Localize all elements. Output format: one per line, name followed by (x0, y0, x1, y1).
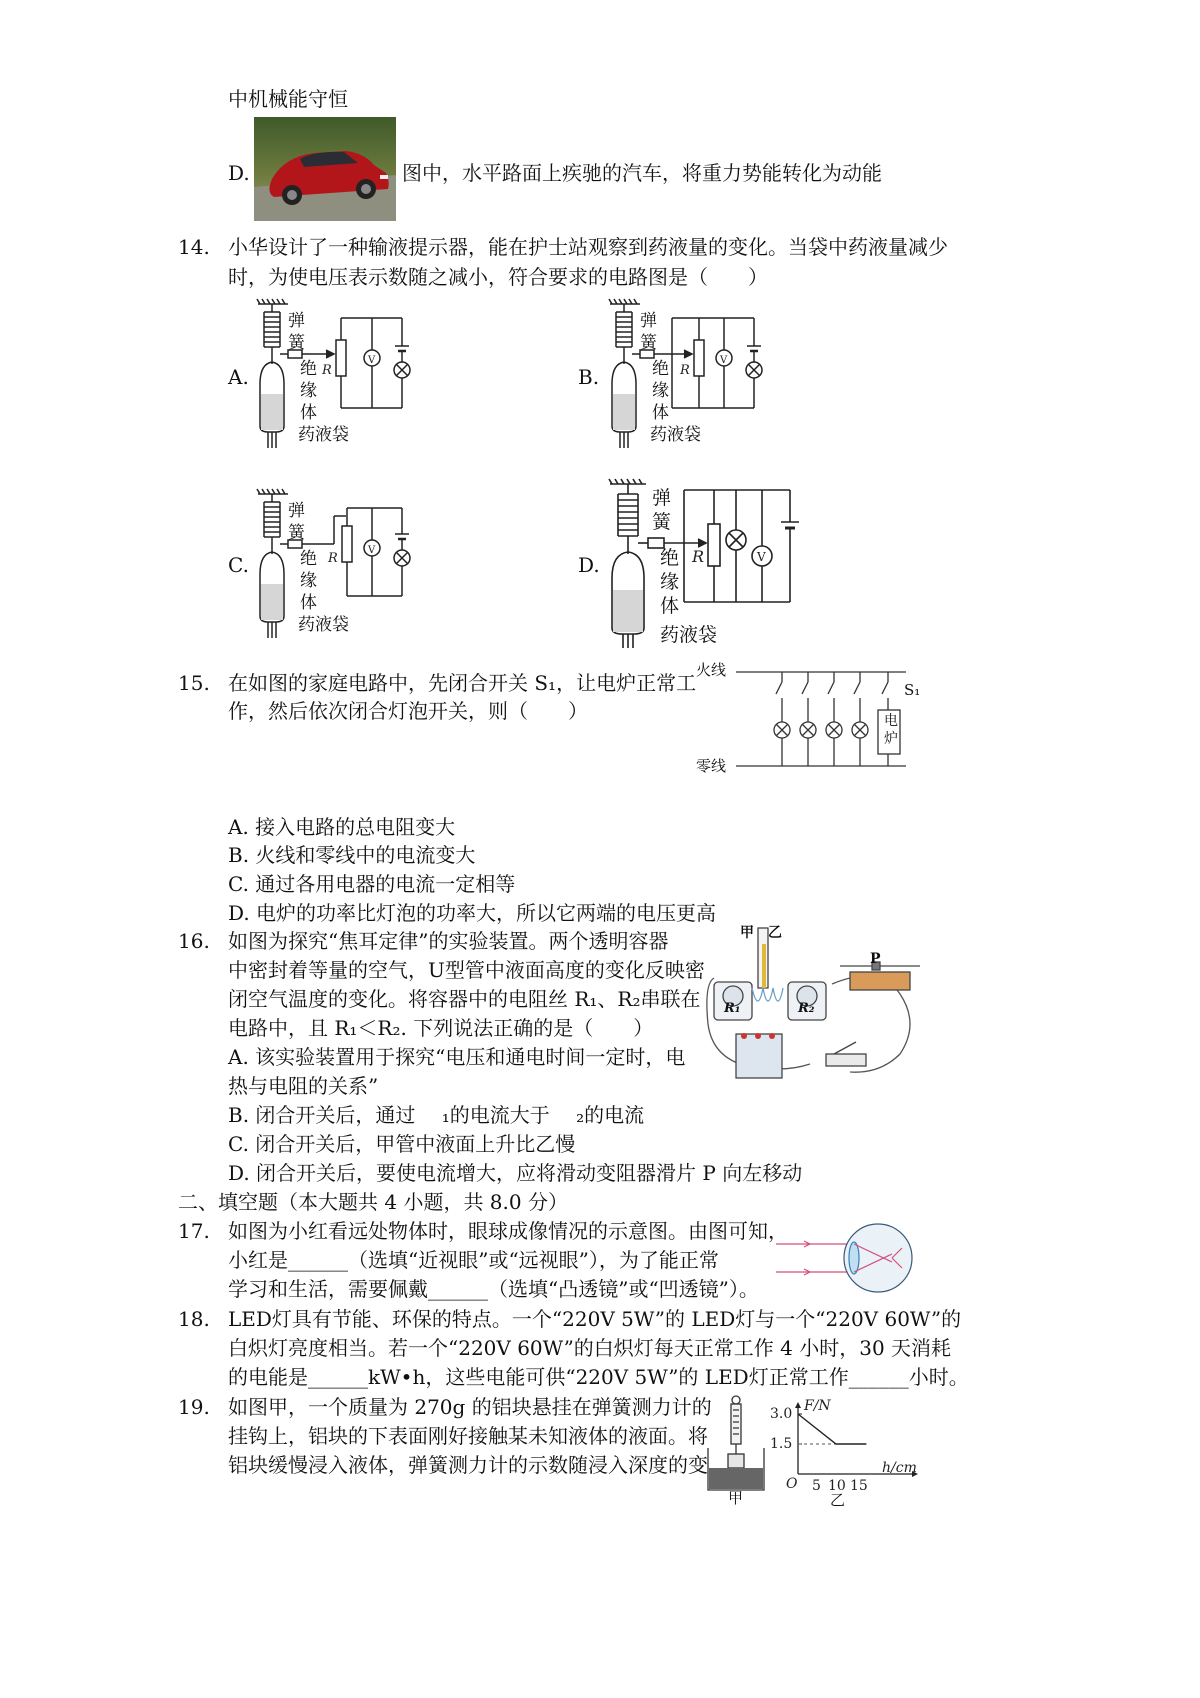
q14-option-c-label: C. (228, 553, 249, 577)
neutral-wire-label: 零线 (696, 757, 727, 775)
svg-text:V: V (368, 545, 376, 556)
force-depth-graph (768, 1396, 928, 1502)
switch-s1-label: S₁ (904, 681, 921, 699)
q19-line3: 铝块缓慢浸入液体，弹簧测力计的示数随浸入深度的变 (228, 1453, 708, 1477)
q19-line1: 如图甲，一个质量为 270g 的铝块悬挂在弹簧测力计的 (228, 1395, 712, 1419)
stove-label: 电炉 (884, 713, 898, 747)
x-tick-label-10: 10 (828, 1478, 846, 1494)
q17-line2: 小红是______（选填“近视眼”或“远视眼”），为了能正常 (228, 1248, 719, 1272)
circuit-d-insulator-label: 绝缘体 (660, 547, 680, 617)
origin-label: O (786, 1476, 798, 1492)
q14-option-d-label: D. (578, 553, 600, 577)
q16-option-c: C. 闭合开关后，甲管中液面上升比乙慢 (228, 1132, 576, 1156)
q15-option-c: C. 通过各用电器的电流一定相等 (228, 872, 516, 896)
circuit-b-insulator-label: 绝缘体 (652, 359, 669, 423)
q16-line2: 中密封着等量的空气，U型管中液面高度的变化反映密 (228, 958, 705, 982)
q13-option-d-label: D. (228, 161, 250, 185)
figure-jia-caption: 甲 (728, 1489, 744, 1507)
svg-text:R: R (692, 547, 705, 566)
svg-text:V: V (368, 355, 376, 366)
tube-yi-label: 乙 (768, 925, 782, 941)
rheostat-p-label: P (870, 951, 881, 967)
q18-number: 18. (178, 1307, 210, 1331)
q16-line1: 如图为探究“焦耳定律”的实验装置。两个透明容器 (228, 929, 669, 953)
y-tick-label-3: 3.0 (770, 1406, 793, 1422)
y-axis-label: F/N (804, 1398, 831, 1414)
q14-number: 14. (178, 235, 210, 259)
q16-number: 16. (178, 929, 210, 953)
y-tick-label-1.5: 1.5 (770, 1436, 793, 1452)
q17-line1: 如图为小红看远处物体时，眼球成像情况的示意图。由图可知， (228, 1219, 788, 1243)
q16-option-d: D. 闭合开关后，要使电流增大，应将滑动变阻器滑片 P 向左移动 (228, 1161, 803, 1185)
car-photo (254, 117, 396, 221)
q19-line2: 挂钩上，铝块的下表面刚好接触某未知液体的液面。将 (228, 1424, 708, 1448)
q18-line3: 的电能是______kW•h，这些电能可供“220V 5W”的 LED灯正常工作______小时。 (228, 1365, 969, 1389)
circuit-a-spring-label: 弹簧 (288, 311, 305, 353)
q16-option-a-line1: A. 该实验装置用于探究“电压和通电时间一定时，电 (228, 1045, 686, 1069)
household-circuit-diagram (696, 660, 936, 780)
r1-label: R₁ (724, 1001, 741, 1016)
q13-option-d-text: 图中，水平路面上疾驰的汽车，将重力势能转化为动能 (402, 161, 882, 185)
q15-option-b: B. 火线和零线中的电流变大 (228, 843, 476, 867)
circuit-b-bag-label: 药液袋 (650, 425, 701, 445)
q13-tail-line: 中机械能守恒 (228, 87, 348, 111)
q16-line4: 电路中，且 R₁＜R₂. 下列说法正确的是（ ） (228, 1016, 654, 1040)
svg-text:V: V (757, 550, 766, 564)
circuit-b-spring-label: 弹簧 (640, 311, 657, 353)
y-axis-arrow (795, 1402, 801, 1408)
q15-option-d: D. 电炉的功率比灯泡的功率大，所以它两端的电压更高 (228, 901, 717, 925)
q14-line2: 时，为使电压表示数随之减小，符合要求的电路图是（ ） (228, 265, 768, 289)
eye-diagram (774, 1222, 920, 1298)
q16-option-a-line2: 热与电阻的关系” (228, 1074, 379, 1098)
live-wire-label: 火线 (696, 661, 727, 679)
r2-label: R₂ (798, 1001, 815, 1016)
q15-line2: 作，然后依次闭合灯泡开关，则（ ） (228, 699, 588, 723)
x-tick-label-15: 15 (850, 1478, 868, 1494)
circuit-c-spring-label: 弹簧 (288, 501, 305, 543)
q17-line3: 学习和生活，需要佩戴______（选填“凸透镜”或“凹透镜”）。 (228, 1277, 759, 1301)
circuit-d-spring-label: 弹簧 (652, 487, 672, 533)
q18-line2: 白炽灯亮度相当。若一个“220V 60W”的白炽灯每天正常工作 4 小时，30 天消耗 (228, 1336, 952, 1360)
q18-line1: LED灯具有节能、环保的特点。一个“220V 5W”的 LED灯与一个“220V 60W”的 (228, 1307, 962, 1331)
section-two-heading: 二、填空题（本大题共 4 小题，共 8.0 分） (178, 1190, 568, 1214)
figure-yi-caption: 乙 (830, 1491, 846, 1509)
circuit-a-bag-label: 药液袋 (298, 425, 349, 445)
svg-text:R: R (680, 363, 690, 378)
svg-text:V: V (720, 355, 728, 366)
circuit-d-bag-label: 药液袋 (660, 624, 718, 646)
svg-text:R: R (328, 551, 338, 566)
q17-number: 17. (178, 1219, 210, 1243)
circuit-c-insulator-label: 绝缘体 (300, 549, 317, 613)
circuit-a-insulator-label: 绝缘体 (300, 359, 317, 423)
circuit-c-bag-label: 药液袋 (298, 615, 349, 635)
q15-option-a: A. 接入电路的总电阻变大 (228, 815, 456, 839)
q15-number: 15. (178, 671, 210, 695)
q16-option-b: B. 闭合开关后，通过 ₁的电流大于 ₂的电流 (228, 1103, 645, 1127)
q14-line1: 小华设计了一种输液提示器，能在护士站观察到药液量的变化。当袋中药液量减少 (228, 235, 948, 259)
q15-line1: 在如图的家庭电路中，先闭合开关 S₁，让电炉正常工 (228, 671, 697, 695)
q19-number: 19. (178, 1395, 210, 1419)
x-tick-label-5: 5 (812, 1478, 821, 1494)
q14-option-b-label: B. (578, 365, 600, 389)
tube-jia-label: 甲 (740, 925, 754, 941)
svg-text:R: R (322, 363, 332, 378)
x-axis-label: h/cm (882, 1460, 917, 1476)
force-line-series (798, 1414, 866, 1444)
q14-option-a-label: A. (228, 365, 249, 389)
q16-line3: 闭空气温度的变化。将容器中的电阻丝 R₁、R₂串联在 (228, 987, 701, 1011)
